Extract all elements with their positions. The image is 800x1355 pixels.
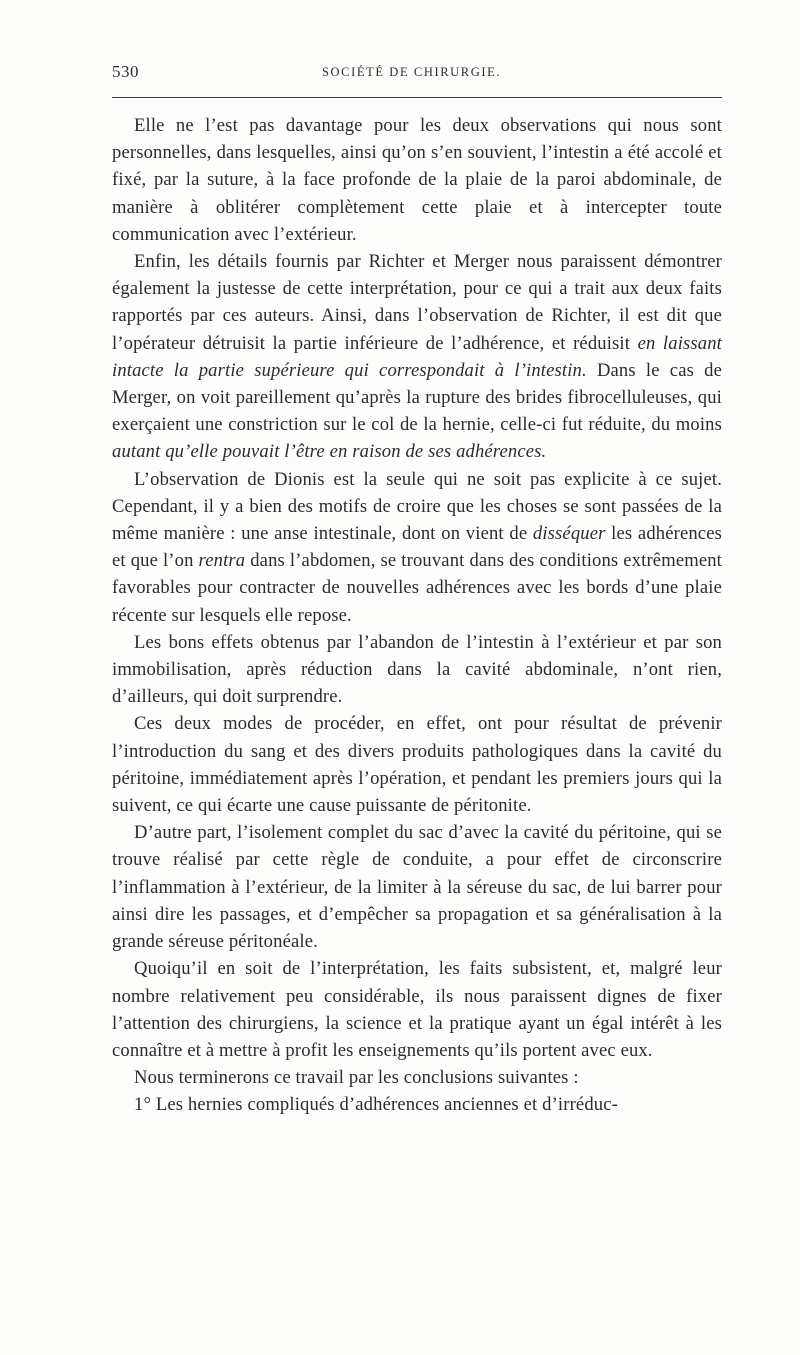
- text-run: les adhérences et que l’on: [112, 523, 722, 572]
- italic-text: rentra: [198, 550, 246, 572]
- running-head: SOCIÉTÉ DE CHIRURGIE.: [322, 65, 502, 79]
- paragraph: [112, 710, 722, 819]
- text-run: Elle ne l’est pas davantage pour les deux observations qui nous sont personnelles, dans lesquelles, ainsi qu’on s’en souvient, l’intestin a été accolé et fixé, par la suture, à la face profonde de la plaie de la paroi abdominale, de manière à oblitérer complètement cette plaie et à intercepter toute communication avec l’extérieur.: [112, 115, 722, 245]
- page-header: [112, 62, 722, 86]
- paragraph: [112, 1064, 722, 1091]
- paragraph: [112, 629, 722, 711]
- paragraph: [112, 955, 722, 1064]
- paragraph: [112, 112, 722, 248]
- page-number: 530: [112, 62, 139, 81]
- paragraph: [112, 819, 722, 955]
- text-run: L’observation de Dionis est la seule qui ne soit pas explicite à ce sujet. Cependant, il y a bien des motifs de croire que les choses se sont passées de la même manière : une anse intestinale, dont on vient de: [112, 468, 722, 545]
- text-run: D’autre part, l’isolement complet du sac d’avec la cavité du péritoine, qui se trouve réalisé par cette règle de conduite, a pour effet de circonscrire l’inflammation à l’extérieur, de la limiter à la séreuse du sac, de lui barrer pour ainsi dire les passages, et d’empêcher sa propagation et sa généralisation à la grande séreuse péritonéale.: [112, 822, 722, 953]
- text-run: Ces deux modes de procéder, en effet, ont pour résultat de prévenir l’introduction du sang et des divers produits pathologiques dans la cavité du péritoine, immédiatement après l’opération, et pendant les premiers jours qui la suivent, ce qui écarte une cause puissante de péritonite.: [112, 713, 722, 817]
- paragraph: [112, 1091, 722, 1118]
- text-run: Les bons effets obtenus par l’abandon de l’intestin à l’extérieur et par son immobilisation, après réduction dans la cavité abdominale, n’ont rien, d’ailleurs, qui doit surprendre.: [112, 631, 722, 708]
- body-text: [112, 112, 722, 1119]
- text-run: Dans le cas de Merger, on voit pareillement qu’après la rupture des brides fibrocelluleuses, qui exerçaient une constriction sur le col de la hernie, celle-ci fut réduite, du moins: [112, 359, 722, 436]
- text-run: Enfin, les détails fournis par Richter et Merger nous paraissent démontrer également la justesse de cette interprétation, pour ce qui a trait aux deux faits rapportés par ces auteurs. Ainsi, dans l’observation de Richter, il est dit que l’opérateur détruisit la partie inférieure de l’adhérence, et réduisit: [112, 251, 722, 354]
- text-run: 1° Les hernies compliqués d’adhérences anciennes et d’irréduc-: [134, 1094, 618, 1116]
- paragraph: [112, 466, 722, 629]
- italic-text: disséquer: [532, 523, 606, 545]
- italic-text: en laissant intacte la partie supérieure qui correspondait à l’intestin.: [112, 332, 722, 381]
- text-run: Nous terminerons ce travail par les conclusions suivantes :: [134, 1067, 579, 1089]
- paragraph: [112, 248, 722, 466]
- header-rule: [112, 97, 722, 98]
- text-run: Quoiqu’il en soit de l’interprétation, les faits subsistent, et, malgré leur nombre relativement peu considérable, ils nous paraissent dignes de fixer l’attention des chirurgiens, la science et la pratique ayant un égal intérêt à les connaître et à mettre à profit les enseignements qu’ils portent avec eux.: [112, 958, 722, 1061]
- italic-text: autant qu’elle pouvait l’être en raison de ses adhérences.: [112, 441, 547, 463]
- text-run: dans l’abdomen, se trouvant dans des conditions extrêmement favorables pour contracter de nouvelles adhérences avec les bords d’une plaie récente sur lesquels elle repose.: [112, 550, 723, 626]
